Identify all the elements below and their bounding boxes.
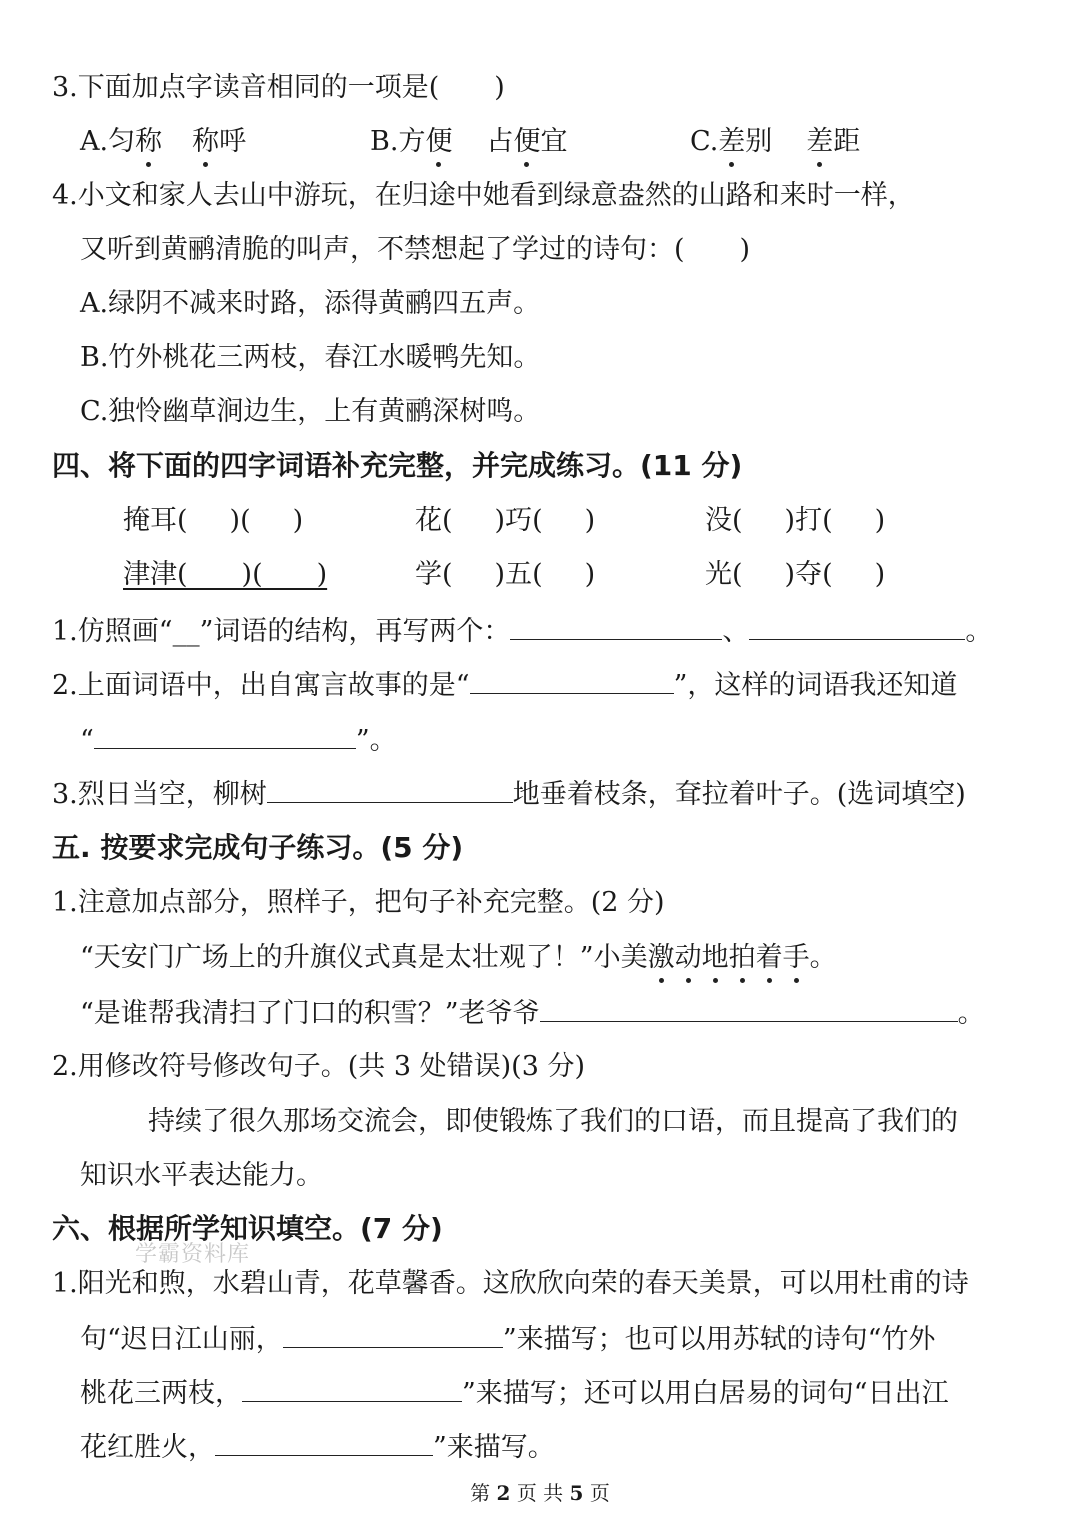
sec5-example: “天安门广场上的升旗仪式真是太壮观了！”小美激动地拍着手。 (80, 940, 837, 976)
section6-title: 六、根据所学知识填空。(7 分) (52, 1212, 443, 1245)
answer-blank[interactable] (242, 1375, 462, 1402)
watermark: 学霸资料库 (135, 1242, 251, 1267)
answer-blank[interactable] (540, 995, 958, 1022)
dot-char: 便 (425, 124, 452, 160)
idiom-3: 没( )打( ) (705, 505, 886, 536)
idiom-4-underlined: 津津( )( ) (123, 559, 328, 590)
idiom-6: 光( )夺( ) (705, 559, 886, 590)
section5-title: 五. 按要求完成句子练习。(5 分) (52, 831, 464, 864)
dot-char: 称 (192, 124, 219, 160)
q3-stem (52, 70, 505, 106)
dot-char: 激 (648, 940, 675, 976)
dot-char: 差 (718, 124, 745, 160)
q4-line2: 又听到黄鹂清脆的叫声，不禁想起了学过的诗句：( ) (80, 234, 751, 265)
q3-stem-close: ) (494, 72, 505, 103)
answer-blank[interactable] (267, 776, 513, 803)
q4-option-b: B.竹外桃花三两枝，春江水暖鸭先知。 (80, 342, 541, 373)
sec4-q3: 3.烈日当空，柳树 地垂着枝条，耷拉着叶子。(选词填空) (52, 776, 966, 813)
dot-char: 地 (702, 940, 729, 976)
sec5-q2: 2.用修改符号修改句子。(共 3 处错误)(3 分) (52, 1051, 585, 1082)
sec4-q2: 2.上面词语中，出自寓言故事的是“ ”，这样的词语我还知道 (52, 667, 957, 704)
page-total: 5 (569, 1481, 584, 1505)
dot-char: 拍 (729, 940, 756, 976)
dot-char: 便 (513, 124, 540, 160)
sec5-sentence-line2: 知识水平表达能力。 (80, 1160, 323, 1191)
dot-char: 动 (675, 940, 702, 976)
sec6-line1: 1.阳光和煦，水碧山青，花草馨香。这欣欣向荣的春天美景，可以用杜甫的诗 (52, 1268, 969, 1299)
answer-blank[interactable] (283, 1321, 503, 1348)
sec6-line3: 桃花三两枝， ”来描写；还可以用白居易的词句“日出江 (80, 1375, 949, 1412)
page-footer: 第 2 页 共 5 页 (470, 1481, 610, 1505)
sec5-sentence-line1: 持续了很久那场交流会，即使锻炼了我们的口语，而且提高了我们的 (148, 1106, 958, 1137)
sec6-line2: 句“迟日江山丽， ”来描写；也可以用苏轼的诗句“竹外 (80, 1321, 935, 1358)
dot-char: 着 (756, 940, 783, 976)
idiom-5: 学( )五( ) (415, 559, 596, 590)
answer-blank[interactable] (94, 722, 356, 749)
page-number: 2 (496, 1481, 511, 1505)
sec4-q2-cont: “ ”。 (80, 722, 397, 759)
q3-option-c: C.差别 差距 (690, 124, 860, 160)
idiom-2: 花( )巧( ) (415, 505, 596, 536)
sec5-fill: “是谁帮我清扫了门口的积雪？”老爷爷 。 (80, 995, 985, 1032)
dot-char: 称 (135, 124, 162, 160)
sec5-q1: 1.注意加点部分，照样子，把句子补充完整。(2 分) (52, 887, 665, 918)
idiom-1: 掩耳( )( ) (123, 505, 304, 536)
answer-blank[interactable] (470, 667, 674, 694)
sec4-q1: 1.仿照画“__”词语的结构，再写两个： 、 。 (52, 613, 992, 650)
q3-stem-text: 3.下面加点字读音相同的一项是( (52, 72, 440, 103)
q3-option-b: B.方便 占便宜 (370, 124, 567, 160)
sec6-line4: 花红胜火， ”来描写。 (80, 1429, 555, 1466)
dot-char: 差 (806, 124, 833, 160)
q3-option-a: A.匀称 称呼 (80, 124, 246, 160)
dotted-phrase (648, 942, 810, 973)
q4-option-c: C.独怜幽草涧边生，上有黄鹂深树鸣。 (80, 396, 541, 427)
section4-title: 四、将下面的四字词语补充完整，并完成练习。(11 分) (52, 449, 743, 482)
answer-blank[interactable] (215, 1429, 433, 1456)
dot-char: 手 (783, 940, 810, 976)
answer-blank[interactable] (510, 613, 722, 640)
q4-line1: 4.小文和家人去山中游玩，在归途中她看到绿意盎然的山路和来时一样， (52, 180, 915, 211)
q4-option-a: A.绿阴不减来时路，添得黄鹂四五声。 (80, 288, 541, 319)
answer-blank[interactable] (749, 613, 965, 640)
